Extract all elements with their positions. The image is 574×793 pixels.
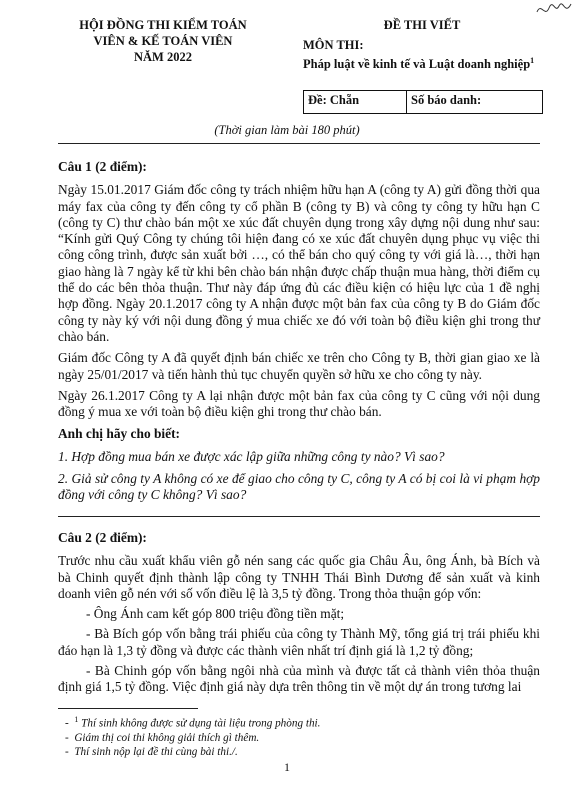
footnote-1-text: Thí sinh không được sử dụng tài liệu trong phòng thi. [81, 717, 321, 730]
exam-code-table [303, 90, 543, 114]
question-1-ask: Anh chị hãy cho biết: [58, 426, 181, 442]
header-divider [58, 143, 540, 144]
council-line-3: NĂM 2022 [134, 50, 192, 64]
subject-label: MÔN THI: [303, 38, 364, 52]
footnotes [65, 713, 485, 759]
exam-type-title: ĐỀ THI VIẾT [383, 18, 461, 32]
footnote-2: - Giám thị coi thi không giải thích gì thêm. [65, 731, 260, 744]
footnote-separator [58, 708, 198, 709]
subject-name-text: Pháp luật về kinh tế và Luật doanh nghiệp [303, 57, 531, 72]
subject-name [303, 53, 541, 72]
question-2-paragraph-3: - Bà Bích góp vốn bằng trái phiếu của công ty Thành Mỹ, tổng giá trị trái phiếu khi đáo hạn là 1,3 tỷ đồng và được các thành viên nhất trí định giá là 1,2 tỷ đồng; [58, 626, 540, 658]
footnote-1: - $^1$ Thí sinh không được sử dụng tài liệu trong phòng thi. [65, 715, 321, 730]
time-limit-note: (Thời gian làm bài 180 phút) [214, 123, 360, 137]
question-1-sub-1: 1. Hợp đồng mua bán xe được xác lập giữa những công ty nào? Vì sao? [58, 448, 445, 464]
footnote-2-text: Giám thị coi thi không giải thích gì thêm. [74, 731, 260, 744]
question-1-paragraph-2: Giám đốc Công ty A đã quyết định bán chiếc xe trên cho Công ty B, thời gian giao xe là ngày 25/01/2017 và tiến hành thủ tục chuyển quyền sở hữu xe cho công ty này. [58, 350, 540, 382]
question-2-paragraph-4: - Bà Chinh góp vốn bằng ngôi nhà của mình và được tất cả thành viên thỏa thuận định giá 1,5 tỷ đồng. Việc định giá này dựa trên thông tin về một dự án trong tương lai [58, 663, 540, 695]
question-1-paragraph-1: Ngày 15.01.2017 Giám đốc công ty trách nhiệm hữu hạn A (công ty A) gửi đồng thời qua máy fax của công ty đến công ty cổ phần B (công ty B) và công ty công ty hữu hạn C (công ty C) thư chào bán một xe xúc đất chuyên dụng trong xây dựng nội dung như sau: “Kính gửi Quý Công ty chúng tôi hiện đang có xe xúc đất chuyên dụng phục vụ việc thi công công trình, được sản xuất bởi …, có thể bán cho quý công ty với giá là…, thời hạn giao hàng là 7 ngày kể từ khi bên chào bán nhận được chấp thuận mua hàng, thời điểm cụ thể do các bên thỏa thuận. Thư này đáp ứng đủ các điều kiện có hiệu lực của 1 đề nghị hợp đồng. Ngày 20.1.2017 công ty A nhận được một bản fax của công ty B do Giám đốc công ty này ký với nội dung đồng ý mua chiếc xe đó với toàn bộ điều kiện ghi trong thư chào bán. [58, 182, 540, 344]
exam-council-header [58, 17, 268, 65]
footnote-mark: 1 [74, 715, 79, 724]
subject-footnote-mark: 1 [530, 56, 535, 65]
question-2-title: Câu 2 (2 điểm): [58, 530, 147, 545]
page-number: 1 [284, 760, 290, 774]
footnote-3-text: Thí sinh nộp lại đề thi cùng bài thi./. [74, 745, 238, 758]
council-line-2: VIÊN & KẾ TOÁN VIÊN [93, 34, 233, 48]
question-1-title: Câu 1 (2 điểm): [58, 159, 147, 174]
exam-code-cell: Đề: Chẵn [308, 93, 360, 107]
council-line-1: HỘI ĐỒNG THI KIỂM TOÁN [79, 18, 247, 32]
question-2-paragraph-2: - Ông Ánh cam kết góp 800 triệu đồng tiền mặt; [86, 606, 345, 622]
footnote-3: - Thí sinh nộp lại đề thi cùng bài thi./. [65, 745, 238, 758]
question-1 [58, 159, 540, 504]
question-2-paragraph-1: Trước nhu cầu xuất khẩu viên gỗ nén sang các quốc gia Châu Âu, ông Ánh, bà Bích và bà Chinh quyết định thành lập công ty TNHH Thái Bình Dương để sản xuất và kinh doanh viên gỗ nén với số vốn điều lệ là 3,5 tỷ đồng. Trong thỏa thuận góp vốn: [58, 553, 540, 601]
question-1-paragraph-3: Ngày 26.1.2017 Công ty A lại nhận được một bản fax của công ty C cũng với nội dung đồng ý mua xe với toàn bộ điều kiện ghi trong thư chào bán. [58, 387, 540, 420]
candidate-number-cell: Số báo danh: [406, 91, 542, 113]
question-2 [58, 530, 540, 696]
question-divider [58, 516, 540, 517]
exam-info-header [303, 17, 541, 72]
question-1-sub-2: 2. Giả sử công ty A không có xe để giao cho công ty C, công ty A có bị coi là vi phạm hợp đồng với công ty C không? Vì sao? [58, 471, 540, 503]
